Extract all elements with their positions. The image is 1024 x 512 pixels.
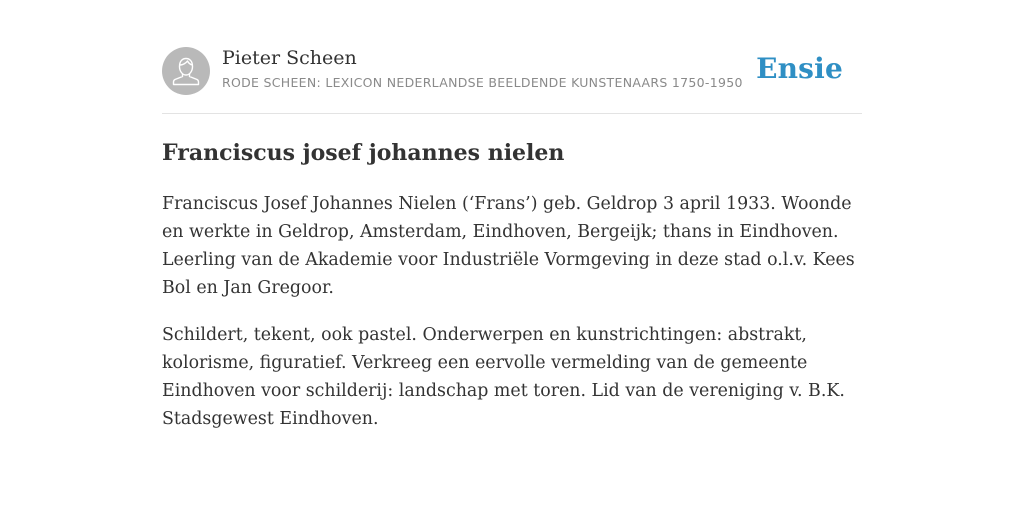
author-name[interactable]: Pieter Scheen (222, 47, 357, 69)
ensie-logo[interactable]: Ensie (756, 52, 843, 85)
article-card (162, 0, 862, 429)
article-title: Franciscus josef johannes nielen (162, 140, 565, 166)
article-paragraph: Schildert, tekent, ook pastel. Onderwerpen en kunstrichtingen: abstrakt, kolorisme, figuratief. Verkreeg een eervolle vermelding van de gemeente Eindhoven voor schilderij: landschap met toren. Lid van de vereniging v. B.K. Stadsgewest Eindhoven. (162, 325, 845, 429)
user-icon (162, 47, 210, 95)
article-header (162, 0, 862, 114)
article-paragraph: Franciscus Josef Johannes Nielen (‘Frans’) geb. Geldrop 3 april 1933. Woonde en werkte in Geldrop, Amsterdam, Eindhoven, Bergeijk; thans in Eindhoven. Leerling van de Akademie voor Industriële Vormgeving in deze stad o.l.v. Kees Bol en Jan Gregoor. (162, 194, 855, 298)
source-title[interactable]: RODE SCHEEN: LEXICON NEDERLANDSE BEELDENDE KUNSTENAARS 1750-1950 (222, 75, 743, 90)
author-avatar[interactable] (162, 47, 210, 95)
